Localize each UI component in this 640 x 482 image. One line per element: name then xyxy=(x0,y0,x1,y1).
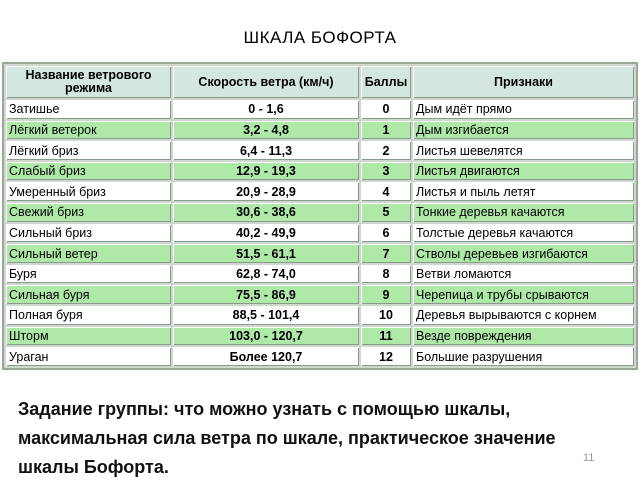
cell-regime-name: Умеренный бриз xyxy=(6,182,171,201)
cell-wind-speed: 88,5 - 101,4 xyxy=(173,306,359,325)
table-row xyxy=(6,162,634,181)
table-row xyxy=(6,100,634,119)
header-signs: Признаки xyxy=(413,66,634,98)
cell-sign: Листья двигаются xyxy=(413,162,634,181)
cell-wind-speed: 103,0 - 120,7 xyxy=(173,327,359,346)
slide-title: ШКАЛА БОФОРТА xyxy=(243,28,397,47)
cell-score: 0 xyxy=(361,100,411,119)
table-row xyxy=(6,347,634,366)
cell-regime-name: Сильная буря xyxy=(6,285,171,304)
cell-sign: Деревья вырываются с корнем xyxy=(413,306,634,325)
table-row xyxy=(6,141,634,160)
cell-wind-speed: Более 120,7 xyxy=(173,347,359,366)
table-row xyxy=(6,327,634,346)
cell-score: 3 xyxy=(361,162,411,181)
table-row xyxy=(6,306,634,325)
cell-regime-name: Сильный ветер xyxy=(6,244,171,263)
cell-score: 10 xyxy=(361,306,411,325)
cell-wind-speed: 0 - 1,6 xyxy=(173,100,359,119)
cell-score: 9 xyxy=(361,285,411,304)
cell-sign: Толстые деревья качаются xyxy=(413,224,634,243)
cell-wind-speed: 20,9 - 28,9 xyxy=(173,182,359,201)
cell-sign: Дым идёт прямо xyxy=(413,100,634,119)
cell-sign: Везде повреждения xyxy=(413,327,634,346)
cell-score: 7 xyxy=(361,244,411,263)
table-row xyxy=(6,265,634,284)
table-row xyxy=(6,244,634,263)
group-task-text: Задание группы: что можно узнать с помощью шкалы, максимальная сила ветра по шкале, практическое значение шкалы Бофорта. xyxy=(18,399,556,477)
cell-regime-name: Свежий бриз xyxy=(6,203,171,222)
table-row xyxy=(6,203,634,222)
header-score: Баллы xyxy=(361,66,411,98)
cell-sign: Ветви ломаются xyxy=(413,265,634,284)
cell-regime-name: Лёгкий ветерок xyxy=(6,121,171,140)
table-header-row xyxy=(6,66,634,98)
cell-wind-speed: 40,2 - 49,9 xyxy=(173,224,359,243)
cell-score: 6 xyxy=(361,224,411,243)
cell-score: 2 xyxy=(361,141,411,160)
cell-score: 12 xyxy=(361,347,411,366)
cell-wind-speed: 75,5 - 86,9 xyxy=(173,285,359,304)
cell-regime-name: Шторм xyxy=(6,327,171,346)
cell-sign: Листья шевелятся xyxy=(413,141,634,160)
cell-regime-name: Полная буря xyxy=(6,306,171,325)
cell-wind-speed: 3,2 - 4,8 xyxy=(173,121,359,140)
cell-sign: Стволы деревьев изгибаются xyxy=(413,244,634,263)
beaufort-table xyxy=(2,62,638,370)
cell-score: 5 xyxy=(361,203,411,222)
header-regime-name: Название ветрового режима xyxy=(6,66,171,98)
cell-sign: Черепица и трубы срываются xyxy=(413,285,634,304)
cell-regime-name: Буря xyxy=(6,265,171,284)
table-row xyxy=(6,285,634,304)
table-row xyxy=(6,121,634,140)
cell-wind-speed: 6,4 - 11,3 xyxy=(173,141,359,160)
cell-regime-name: Слабый бриз xyxy=(6,162,171,181)
cell-score: 1 xyxy=(361,121,411,140)
cell-wind-speed: 62,8 - 74,0 xyxy=(173,265,359,284)
cell-score: 4 xyxy=(361,182,411,201)
cell-wind-speed: 30,6 - 38,6 xyxy=(173,203,359,222)
page-number: 11 xyxy=(583,452,595,464)
cell-regime-name: Ураган xyxy=(6,347,171,366)
cell-wind-speed: 51,5 - 61,1 xyxy=(173,244,359,263)
table-row xyxy=(6,224,634,243)
cell-sign: Тонкие деревья качаются xyxy=(413,203,634,222)
cell-regime-name: Затишье xyxy=(6,100,171,119)
cell-regime-name: Сильный бриз xyxy=(6,224,171,243)
table-row xyxy=(6,182,634,201)
cell-regime-name: Лёгкий бриз xyxy=(6,141,171,160)
header-wind-speed: Скорость ветра (км/ч) xyxy=(173,66,359,98)
cell-sign: Дым изгибается xyxy=(413,121,634,140)
cell-sign: Листья и пыль летят xyxy=(413,182,634,201)
cell-score: 11 xyxy=(361,327,411,346)
cell-score: 8 xyxy=(361,265,411,284)
cell-wind-speed: 12,9 - 19,3 xyxy=(173,162,359,181)
cell-sign: Большие разрушения xyxy=(413,347,634,366)
